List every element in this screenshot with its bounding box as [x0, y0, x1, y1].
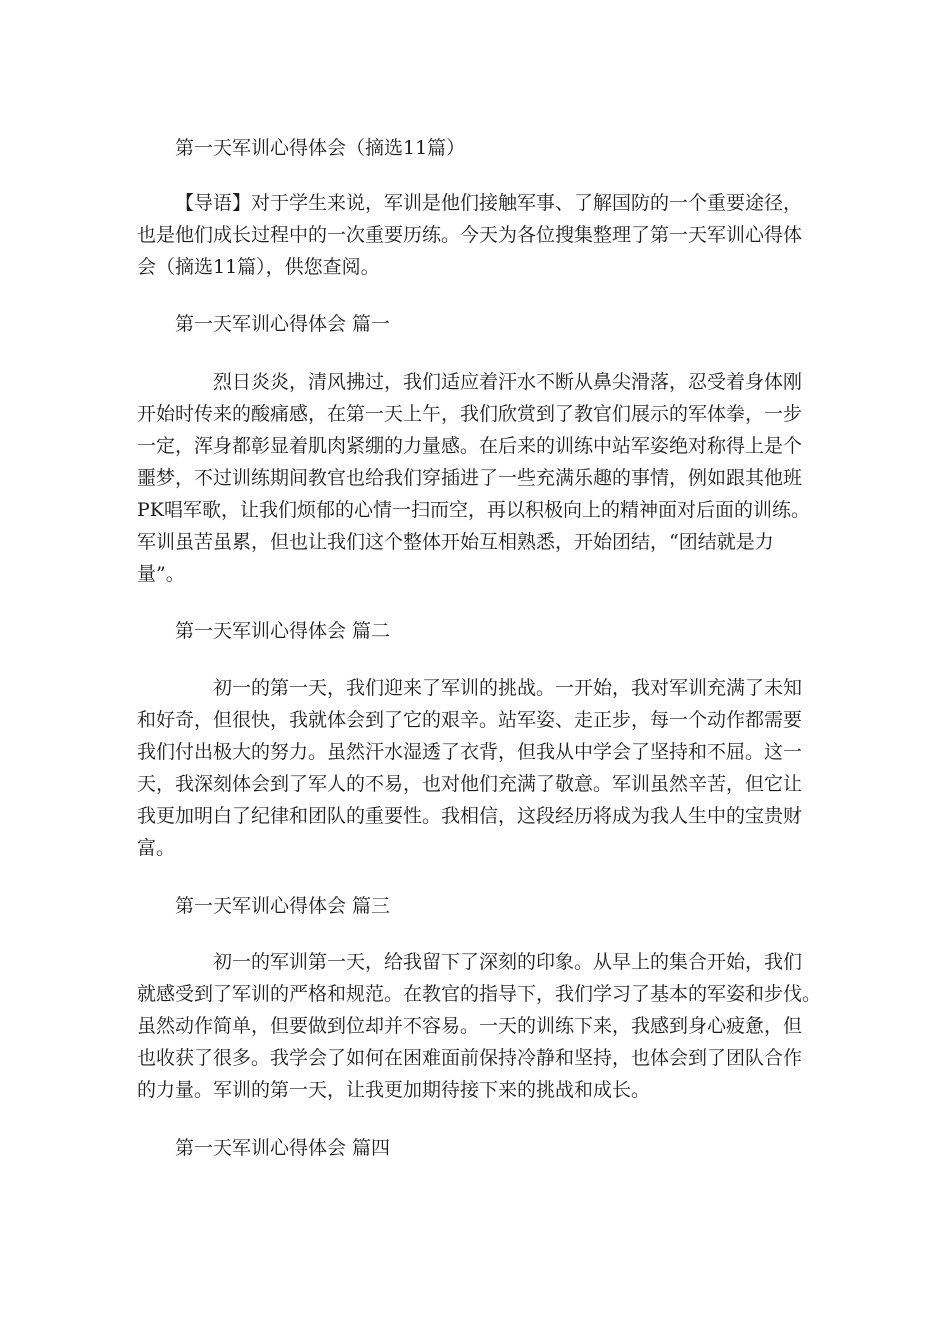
section-heading-3: 第一天军训心得体会 篇三	[175, 895, 391, 917]
paragraph-line: 和好奇，但很快，我就体会到了它的艰辛。站军姿、走正步，每一个动作都需要	[137, 709, 803, 731]
paragraph-line: 量”。	[137, 563, 185, 585]
document-title: 第一天军训心得体会（摘选11篇）	[175, 137, 466, 159]
section-1-paragraph	[137, 366, 817, 590]
section-heading-1: 第一天军训心得体会 篇一	[175, 313, 391, 335]
paragraph-line: 噩梦，不过训练期间教官也给我们穿插进了一些充满乐趣的事情，例如跟其他班	[137, 467, 803, 489]
paragraph-line: 天，我深刻体会到了军人的不易，也对他们充满了敬意。军训虽然辛苦，但它让	[137, 773, 803, 795]
intro-line: 会（摘选11篇），供您查阅。	[137, 256, 380, 278]
section-heading-4: 第一天军训心得体会 篇四	[175, 1137, 391, 1159]
paragraph-line: 的力量。军训的第一天，让我更加期待接下来的挑战和成长。	[137, 1079, 651, 1101]
paragraph-line: 就感受到了军训的严格和规范。在教官的指导下，我们学习了基本的军姿和步伐。	[137, 983, 822, 1005]
paragraph-line: 我们付出极大的努力。虽然汗水湿透了衣背，但我从中学会了坚持和不屈。这一	[137, 741, 803, 763]
intro-paragraph	[137, 187, 817, 283]
paragraph-line: 我更加明白了纪律和团队的重要性。我相信，这段经历将成为我人生中的宝贵财	[137, 805, 803, 827]
paragraph-line: PK唱军歌，让我们烦郁的心情一扫而空，再以积极向上的精神面对后面的训练。	[137, 499, 810, 521]
paragraph-line: 烈日炎炎，清风拂过，我们适应着汗水不断从鼻尖滑落，忍受着身体刚	[213, 371, 803, 393]
intro-line: 也是他们成长过程中的一次重要历练。今天为各位搜集整理了第一天军训心得体	[137, 224, 803, 246]
paragraph-line: 虽然动作简单，但要做到位却并不容易。一天的训练下来，我感到身心疲惫，但	[137, 1015, 803, 1037]
section-heading-2: 第一天军训心得体会 篇二	[175, 620, 391, 642]
paragraph-line: 开始时传来的酸痛感，在第一天上午，我们欣赏到了教官们展示的军体拳，一步	[137, 403, 803, 425]
intro-line: 【导语】对于学生来说，军训是他们接触军事、了解国防的一个重要途径，	[175, 192, 803, 214]
paragraph-line: 一定，浑身都彰显着肌肉紧绷的力量感。在后来的训练中站军姿绝对称得上是个	[137, 435, 803, 457]
paragraph-line: 初一的军训第一天，给我留下了深刻的印象。从早上的集合开始，我们	[213, 951, 803, 973]
paragraph-line: 军训虽苦虽累，但也让我们这个整体开始互相熟悉，开始团结，“团结就是力	[137, 531, 774, 553]
paragraph-line: 初一的第一天，我们迎来了军训的挑战。一开始，我对军训充满了未知	[213, 677, 803, 699]
paragraph-line: 富。	[137, 837, 176, 859]
paragraph-line: 也收获了很多。我学会了如何在困难面前保持冷静和坚持，也体会到了团队合作	[137, 1047, 803, 1069]
section-3-paragraph	[137, 946, 822, 1106]
section-2-paragraph	[137, 672, 817, 864]
